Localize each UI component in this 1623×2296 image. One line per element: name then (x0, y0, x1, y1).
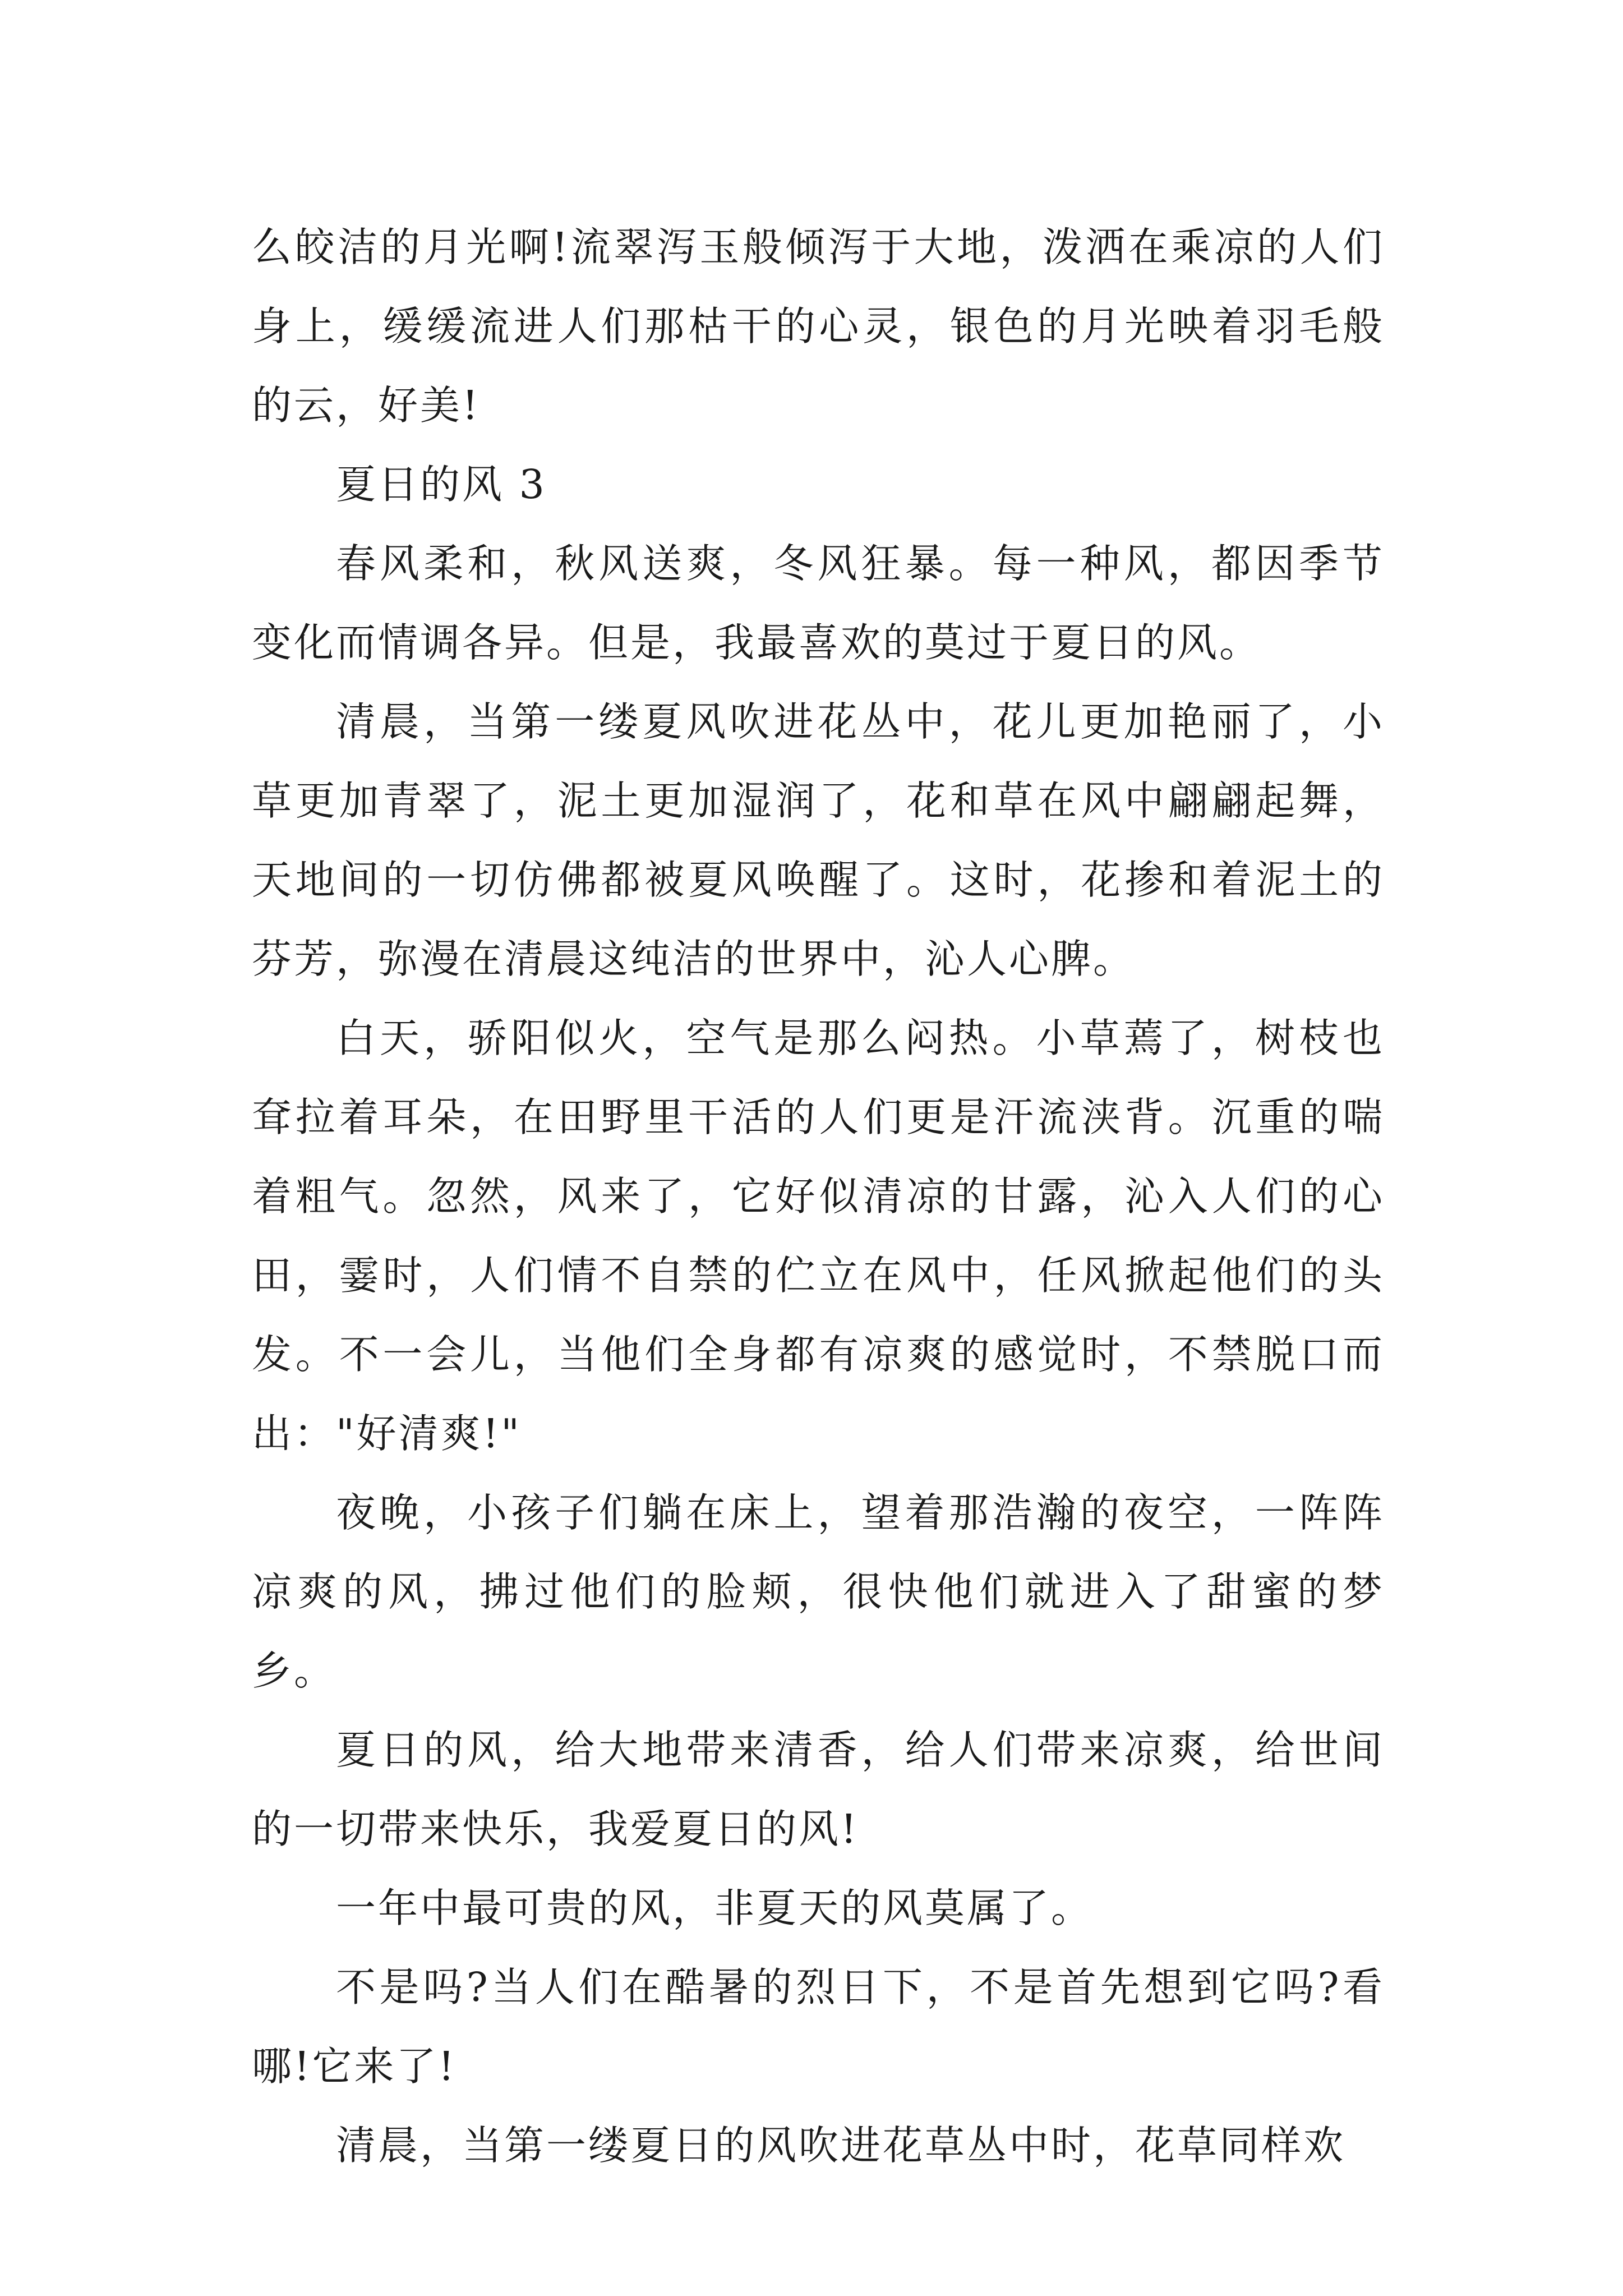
paragraph: 夜晚，小孩子们躺在床上，望着那浩瀚的夜空，一阵阵凉爽的风，拂过他们的脸颊，很快他们就进入了甜蜜的梦乡。 (252, 1489, 1385, 1694)
section-heading: 夏日的风 3 (336, 461, 547, 508)
paragraph: 不是吗?当人们在酷暑的烈日下，不是首先想到它吗?看哪!它来了! (252, 1964, 1385, 2090)
paragraph-continuation: 么皎洁的月光啊!流翠泻玉般倾泻于大地，泼洒在乘凉的人们身上，缓缓流进人们那枯干的心灵，银色的月光映着羽毛般的云，好美! (252, 224, 1385, 429)
paragraph: 一年中最可贵的风，非夏天的风莫属了。 (336, 1885, 1094, 1931)
paragraph: 清晨，当第一缕夏日的风吹进花草丛中时，花草同样欢 (336, 2122, 1346, 2169)
paragraph: 清晨，当第一缕夏风吹进花丛中，花儿更加艳丽了，小草更加青翠了，泥土更加湿润了，花和草在风中翩翩起舞，天地间的一切仿佛都被夏风唤醒了。这时，花掺和着泥土的芬芳，弥漫在清晨这纯洁的世界中，沁人心脾。 (252, 698, 1385, 982)
document-body (252, 208, 1385, 2185)
paragraph: 夏日的风，给大地带来清香，给人们带来凉爽，给世间的一切带来快乐，我爱夏日的风! (252, 1727, 1385, 1852)
paragraph: 春风柔和，秋风送爽，冬风狂暴。每一种风，都因季节变化而情调各异。但是，我最喜欢的莫过于夏日的风。 (252, 540, 1385, 666)
paragraph: 白天，骄阳似火，空气是那么闷热。小草蔫了，树枝也耷拉着耳朵，在田野里干活的人们更是汗流浃背。沉重的喘着粗气。忽然，风来了，它好似清凉的甘露，沁入人们的心田，霎时，人们情不自禁的伫立在风中，任风掀起他们的头发。不一会儿，当他们全身都有凉爽的感觉时，不禁脱口而出："好清爽!" (252, 1015, 1385, 1457)
